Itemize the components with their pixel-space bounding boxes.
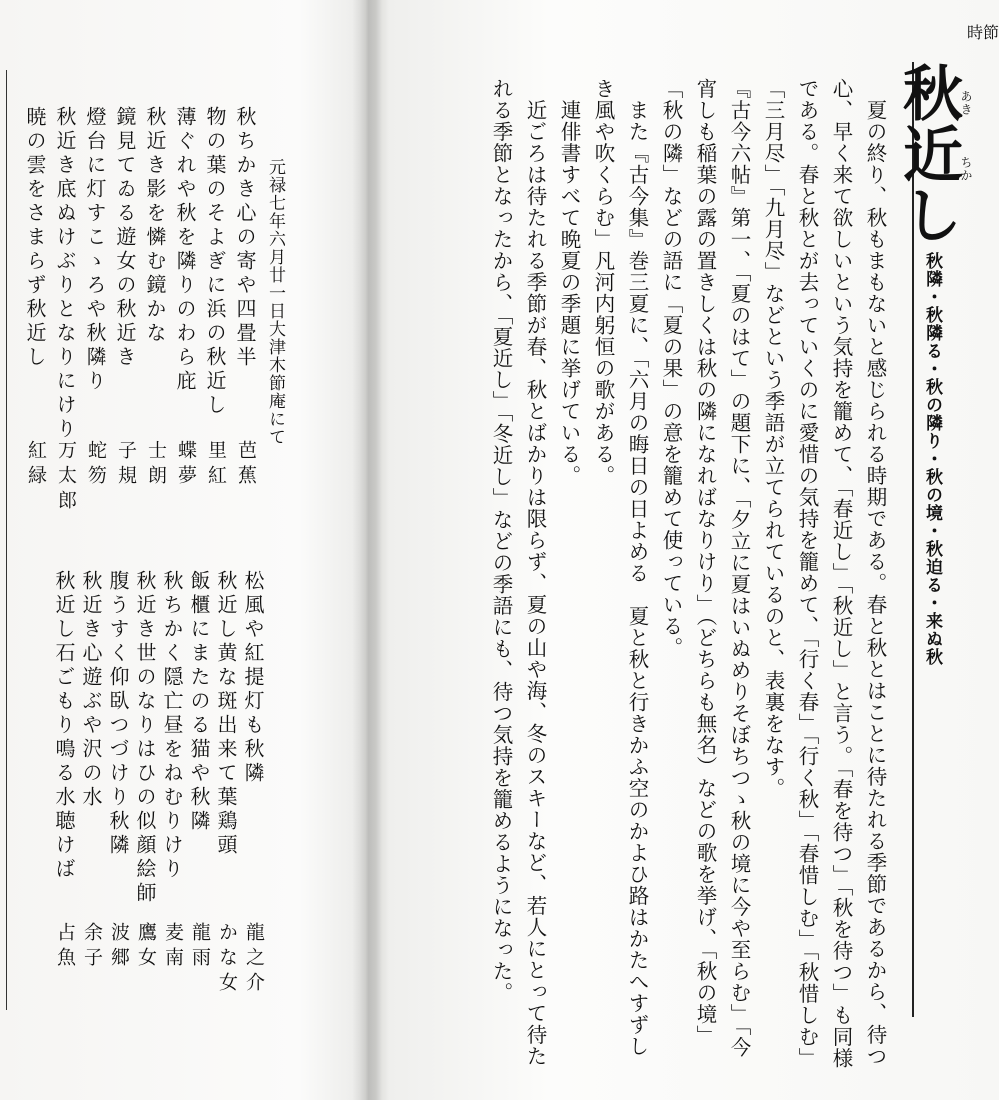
- haiku-line: 秋近き影を憐む鏡かな: [143, 106, 167, 346]
- body-line: 近ごろは待たれる季節が春、秋とばかりは限らず、夏の山や海、冬のスキーなど、若人にとって待た: [523, 78, 547, 1067]
- haiku-line: 秋ちかく隠亡昼をねむりけり: [160, 570, 184, 882]
- haiku-line: 燈台に灯すこゝろや秋隣り: [83, 106, 107, 394]
- body-line: 連俳書すべて晩夏の季題に挙げている。: [557, 78, 581, 487]
- haiku-line: 秋近き世のなりはひの似顔絵師: [133, 570, 157, 906]
- title-ruby-chika: ちか: [959, 156, 973, 182]
- haiku-poet: 鷹女: [135, 922, 157, 972]
- body-line: 「三月尽」「九月尽」などという季語が立てられているのと、表裏をなす。: [761, 78, 785, 799]
- haiku-poet: 麦南: [162, 922, 184, 972]
- page-title: [895, 62, 961, 245]
- body-line: 夏の終り、秋もまもないと感じられる時期である。春と秋とはことに待たれる季節であるから、待つ: [863, 78, 887, 1067]
- haiku-preface: 元禄七年六月廿一日大津木節庵にて: [265, 158, 285, 446]
- title-text: 秋近し: [893, 62, 963, 245]
- haiku-poet: 余子: [81, 922, 103, 972]
- body-line: 「秋の隣」などの語に「夏の果」の意を籠めて使っている。: [659, 78, 683, 659]
- body-line: れる季節となったから、「夏近し」「冬近し」などの季語にも、待つ気持を籠めるようになった。: [489, 78, 513, 1004]
- book-gutter-shadow: [352, 0, 382, 1100]
- haiku-line: 暁の雲をさまらず秋近し: [23, 106, 47, 370]
- haiku-poet: かな女: [216, 922, 238, 997]
- haiku-line: 鏡見てゐる遊女の秋近き: [113, 106, 137, 370]
- kigo-variants: 秋隣・秋隣る・秋の隣り・秋の境・秋迫る・来ぬ秋: [922, 252, 942, 666]
- haiku-poet: 紅緑: [25, 440, 47, 490]
- haiku-poet: 蛇笏: [85, 440, 107, 490]
- haiku-line: 松風や紅提灯も秋隣: [241, 570, 265, 786]
- haiku-poet: 龍之介: [243, 922, 265, 997]
- haiku-line: 秋近し石ごもり鳴る水聴けば: [52, 570, 76, 882]
- body-line: である。春と秋とが去っていくのに愛惜の気持を籠めて、「行く春」「行く秋」「春惜しむ」「秋惜しむ」: [795, 78, 819, 1069]
- haiku-line: 秋ちかき心の寄や四畳半: [233, 106, 257, 370]
- haiku-poet: 子規: [115, 440, 137, 490]
- body-line: 心、早く来て欲しいという気持を籠めて、「春近し」「秋近し」と言う。「春を待つ」「秋を待つ」も同様: [829, 78, 853, 1069]
- haiku-poet: 占魚: [54, 922, 76, 972]
- body-line: き風や吹くらむ」凡河内躬恒の歌がある。: [591, 78, 615, 487]
- body-line: また『古今集』巻三夏に、「六月の晦日の日よめる 夏と秋と行きかふ空のかよひ路はかたへすずし: [625, 78, 649, 1057]
- haiku-poet: 波郷: [108, 922, 130, 972]
- haiku-poet: 芭蕉: [235, 440, 257, 490]
- haiku-line: 腹うすく仰臥つづけり秋隣: [106, 570, 130, 858]
- body-line: 『古今六帖』第一、「夏のはて」の題下に、「夕立に夏はいぬめりそぼちつゝ秋の境に今や至らむ」「今: [727, 78, 751, 1058]
- haiku-line: 秋近し黄な斑出来て葉鶏頭: [214, 570, 238, 858]
- haiku-line: 薄ぐれや秋を隣りのわら庇: [173, 106, 197, 394]
- title-ruby-aki: あき: [959, 90, 973, 116]
- haiku-poet: 士朗: [145, 440, 167, 490]
- haiku-poet: 蝶夢: [175, 440, 197, 490]
- haiku-poet: 里紅: [205, 440, 227, 490]
- haiku-line: 飯櫃にまたのる猫や秋隣: [187, 570, 211, 834]
- haiku-line: 秋近き心遊ぶや沢の水: [79, 570, 103, 810]
- haiku-poet: 龍雨: [189, 922, 211, 972]
- running-header: 時節: [966, 23, 999, 42]
- body-line: 宵しも稲葉の露の置きしくは秋の隣になればなりけり」（どちらも無名）などの歌を挙げ、「秋の境」: [693, 78, 717, 1047]
- page-edge-rule: [6, 70, 7, 1010]
- haiku-poet: 万太郎: [55, 440, 77, 515]
- haiku-line: 物の葉のそよぎに浜の秋近し: [203, 106, 227, 418]
- haiku-line: 秋近き底ぬけぶりとなりにけり: [53, 106, 77, 442]
